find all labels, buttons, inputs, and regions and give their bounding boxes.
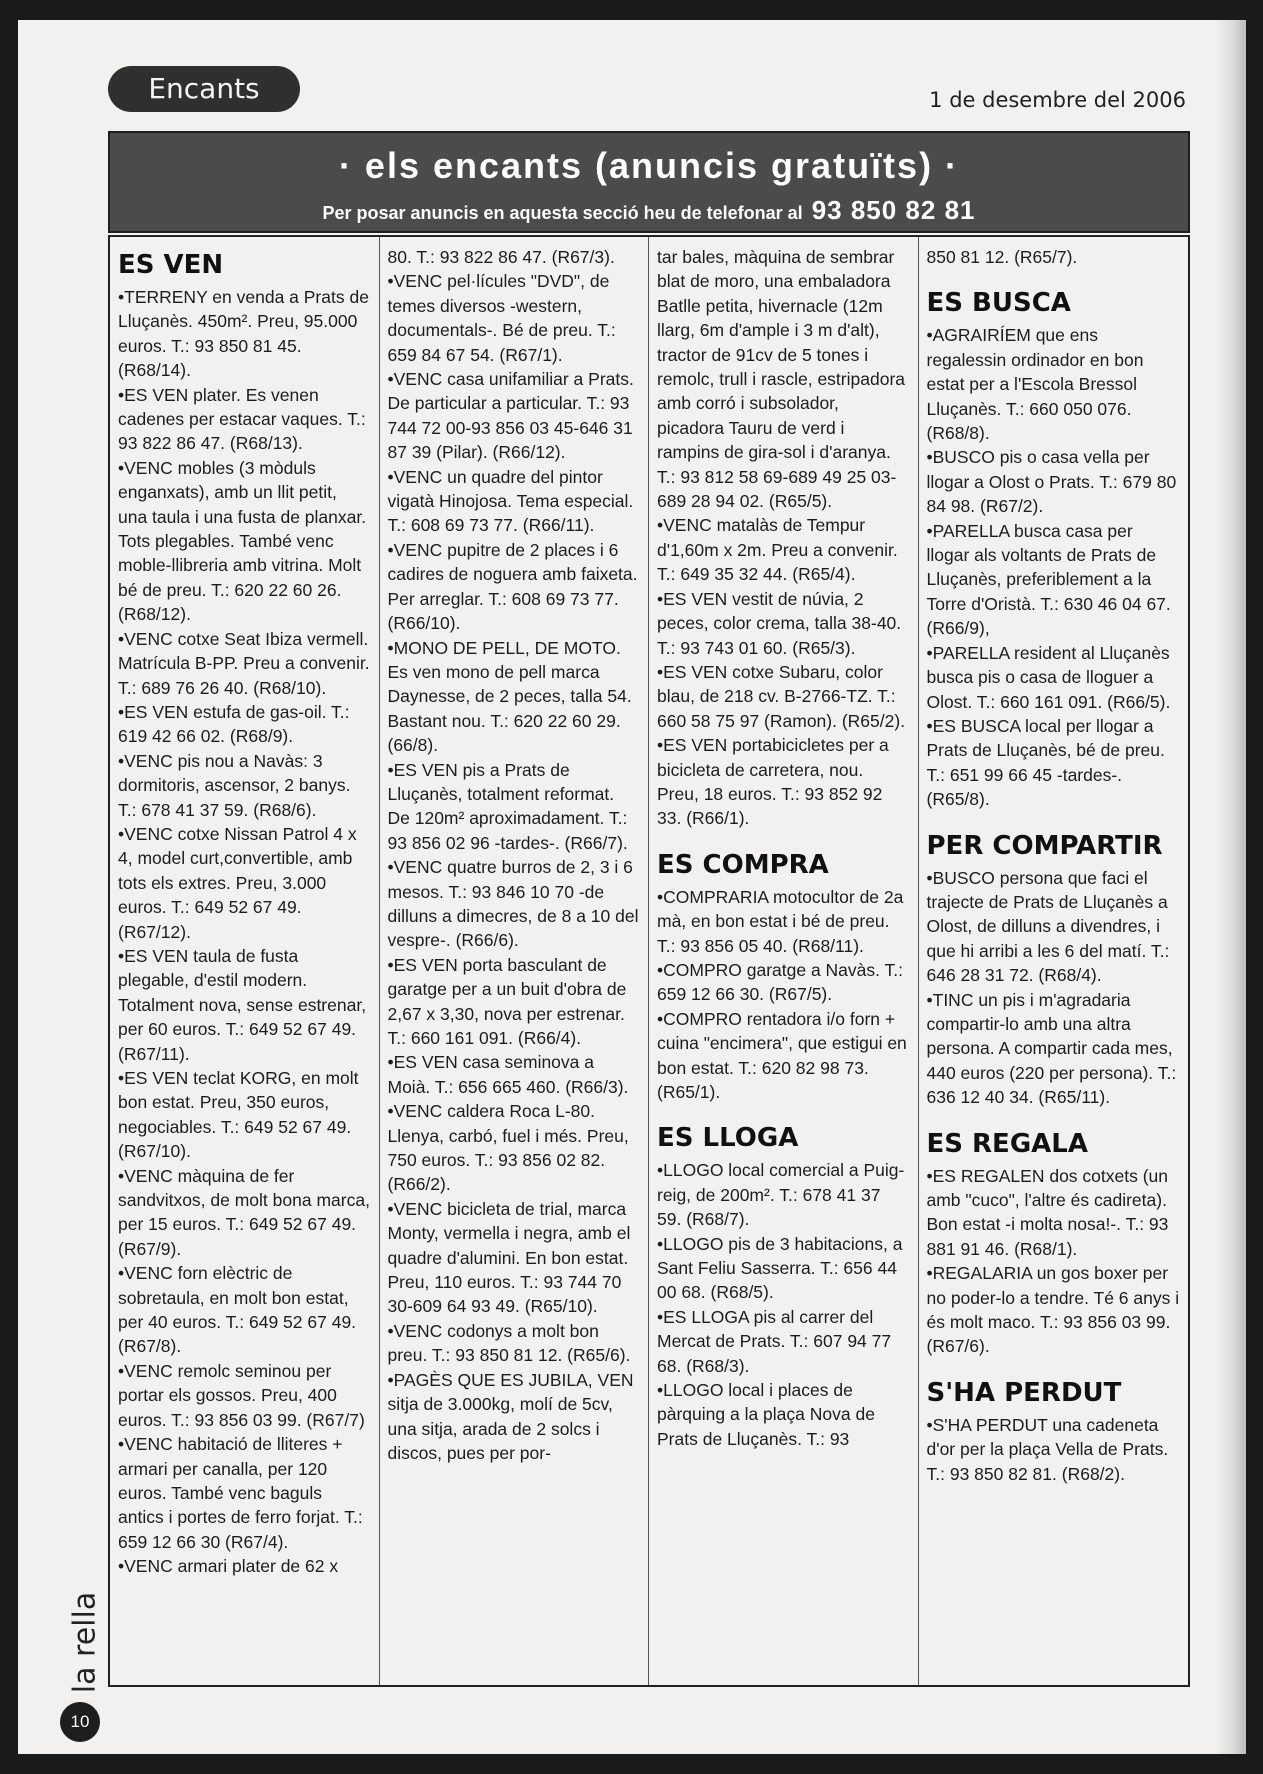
classified-ad: •PAGÈS QUE ES JUBILA, VEN sitja de 3.000kg, molí de 5cv, una sitja, arada de 2 solcs i discos, pues per por- [387, 1369, 634, 1463]
category-heading: ES COMPRA [657, 849, 829, 880]
classified-ad: •ES VEN porta basculant de garatge per a un buit d'obra de 2,67 x 3,30, nova per estrenar. T.: 660 161 091. (R66/4). [387, 954, 627, 1048]
column-body [657, 245, 910, 1451]
category-heading: ES REGALA [926, 1128, 1088, 1159]
classified-ad: •BUSCO persona que faci el trajecte de Prats de Lluçanès a Olost, de dilluns a divendres, i que hi arribi a les 6 del matí. T.: 646 28 31 72. (R68/4). [926, 867, 1170, 986]
classified-ad: •ES VEN taula de fusta plegable, d'estil modern. Totalment nova, sense estrenar, per 60 euros. T.: 649 52 67 49. (R67/11). [118, 945, 367, 1064]
page-number: 10 [60, 1702, 100, 1742]
classified-ad: •ES LLOGA pis al carrer del Mercat de Prats. T.: 607 94 77 68. (R68/3). [657, 1306, 892, 1376]
classified-ad: •VENC bicicleta de trial, marca Monty, vermella i negra, amb el quadre d'alumini. En bon estat. Preu, 110 euros. T.: 93 744 70 30-609 64 93 49. (R65/10). [387, 1198, 631, 1317]
classified-ad: •ES VEN pis a Prats de Lluçanès, totalment reformat. De 120m² aproximadament. T.: 93 856 02 96 -tardes-. (R66/7). [387, 759, 628, 853]
column-body [388, 245, 641, 1465]
classified-ad: •COMPRARIA motocultor de 2a mà, en bon estat i bé de preu. T.: 93 856 05 40. (R68/11). [657, 886, 904, 956]
classified-ad: •VENC matalàs de Tempur d'1,60m x 2m. Preu a convenir. T.: 649 35 32 44. (R65/4). [657, 515, 898, 585]
classified-ad: •BUSCO pis o casa vella per llogar a Olost o Prats. T.: 679 80 84 98. (R67/2). [926, 447, 1177, 517]
column-body [118, 249, 371, 1579]
classified-ad: •PARELLA busca casa per llogar als voltants de Prats de Lluçanès, preferiblement a la Torre d'Oristà. T.: 630 46 04 67. (R66/9), [926, 520, 1171, 639]
classified-ad: •ES VEN casa seminova a Moià. T.: 656 665 460. (R66/3). [387, 1052, 629, 1097]
classified-ad: •ES VEN portabicicletes per a bicicleta de carretera, nou. Preu, 18 euros. T.: 93 852 92 33. (R66/1). [657, 735, 889, 829]
classified-ad: •VENC armari plater de 62 x [118, 1556, 339, 1577]
column-4 [919, 237, 1189, 1685]
banner-title: · els encants (anuncis gratuïts) · [338, 145, 960, 186]
page-fold-shadow [1216, 20, 1246, 1754]
classified-ad: •VENC pis nou a Navàs: 3 dormitoris, ascensor, 2 banys. T.: 678 41 37 59. (R68/6). [118, 750, 351, 820]
classified-ad: •VENC forn elèctric de sobretaula, en molt bon estat, per 40 euros. T.: 649 52 67 49. (R67/8). [118, 1263, 357, 1357]
classified-ad: •LLOGO pis de 3 habitacions, a Sant Feliu Sasserra. T.: 656 44 00 68. (R68/5). [657, 1233, 903, 1303]
classified-ad: •VENC pupitre de 2 places i 6 cadires de noguera amb faixeta. Per arreglar. T.: 608 69 73 77. (R66/10). [387, 539, 638, 634]
classified-ad: •VENC mobles (3 mòduls enganxats), amb un llit petit, una taula i una fusta de planxar. Tots plegables. També venc moble-llibreria amb vitrina. Molt bé de preu. T.: 620 22 60 26. (R68/12). [118, 457, 367, 625]
column-body [927, 245, 1181, 1486]
classified-ad: 80. T.: 93 822 86 47. (R67/3). [387, 247, 615, 267]
classified-ad: •ES VEN plater. Es venen cadenes per estacar vaques. T.: 93 822 86 47. (R68/13). [118, 384, 366, 454]
classified-ad: •VENC caldera Roca L-80. Llenya, carbó, fuel i més. Preu, 750 euros. T.: 93 856 02 82. (R66/2). [387, 1101, 629, 1195]
column-2 [380, 237, 650, 1685]
column-1 [110, 237, 380, 1685]
classified-ad: •VENC màquina de fer sandvitxos, de molt bona marca, per 15 euros. T.: 649 52 67 49. (R67/9). [118, 1165, 370, 1259]
section-label: Encants [108, 66, 300, 112]
classified-ad: •PARELLA resident al Lluçanès busca pis o casa de lloguer a Olost. T.: 660 161 091. (R66/5). [926, 642, 1171, 712]
category-heading: ES BUSCA [926, 288, 1071, 319]
classifieds-banner [108, 131, 1190, 233]
classified-ad: •TINC un pis i m'agradaria compartir-lo amb una altra persona. A compartir cada mes, 440 euros (220 per persona). T.: 636 12 40 34. (R65/11). [926, 989, 1177, 1108]
classified-ad: •REGALARIA un gos boxer per no poder-lo a tendre. Té 6 anys i és molt maco. T.: 93 856 03 99. (R67/6). [926, 1263, 1180, 1357]
column-3 [649, 237, 919, 1685]
classified-ad: •TERRENY en venda a Prats de Lluçanès. 450m². Preu, 95.000 euros. T.: 93 850 81 45. (R68/14). [118, 287, 369, 381]
classified-ad: tar bales, màquina de sembrar blat de moro, una embaladora Batlle petita, hivernacle (12m llarg, 6m d'ample i 3 m d'alt), tractor de 91cv de 5 tones i remolc, trull i rascle, estripadora amb corró i subsolador, picadora Tauru de verd i rampins de gira-sol i d'aranya. T.: 93 812 58 69-689 49 25 03-689 28 94 02. (R65/5). [657, 247, 905, 512]
classifieds-columns [108, 235, 1190, 1687]
banner-subtitle-text: Per posar anuncis en aquesta secció heu de telefonar al [322, 203, 803, 223]
classified-ad: •VENC pel·lícules "DVD", de temes diversos -western, documentals-. Bé de preu. T.: 659 84 67 54. (R67/1). [387, 271, 616, 365]
classified-ad: •VENC quatre burros de 2, 3 i 6 mesos. T.: 93 846 10 70 -de dilluns a dimecres, de 8 a 10 del vespre-. (R66/6). [387, 857, 639, 951]
classified-ad: •LLOGO local comercial a Puig-reig, de 200m². T.: 678 41 37 59. (R68/7). [657, 1160, 905, 1230]
classified-ad: 850 81 12. (R65/7). [926, 247, 1078, 267]
banner-phone: 93 850 82 81 [811, 195, 976, 225]
classified-ad: •ES BUSCA local per llogar a Prats de Lluçanès, bé de preu. T.: 651 99 66 45 -tardes-. (R65/8). [926, 715, 1165, 810]
magazine-name-vertical [60, 1585, 103, 1695]
classified-ad: •COMPRO garatge a Navàs. T.: 659 12 66 30. (R67/5). [657, 959, 904, 1005]
classified-ad: •VENC remolc seminou per portar els gossos. Preu, 400 euros. T.: 93 856 03 99. (R67/7) [118, 1360, 365, 1430]
category-heading: ES LLOGA [657, 1123, 799, 1154]
category-heading: S'HA PERDUT [926, 1377, 1122, 1408]
classified-ad: •S'HA PERDUT una cadeneta d'or per la plaça Vella de Prats. T.: 93 850 82 81. (R68/2). [926, 1414, 1169, 1484]
classified-ad: •ES VEN estufa de gas-oil. T.: 619 42 66 02. (R68/9). [118, 701, 350, 747]
classified-ad: •LLOGO local i places de pàrquing a la plaça Nova de Prats de Lluçanès. T.: 93 [657, 1380, 875, 1449]
classified-ad: •ES VEN teclat KORG, en molt bon estat. Preu, 350 euros, negociables. T.: 649 52 67 49. (R67/10). [118, 1068, 359, 1162]
issue-date: 1 de desembre del 2006 [929, 88, 1186, 112]
classified-ad: •AGRAIRÍEM que ens regalessin ordinador en bon estat per a l'Escola Bressol Lluçanès. T.: 660 050 076. (R68/8). [926, 325, 1144, 444]
classified-ad: •ES VEN cotxe Subaru, color blau, de 218 cv. B-2766-TZ. T.: 660 58 75 97 (Ramon). (R65/2). [657, 661, 906, 731]
classified-ad: •VENC un quadre del pintor vigatà Hinojosa. Tema especial. T.: 608 69 73 77. (R66/11). [387, 466, 634, 536]
category-heading: ES VEN [118, 250, 224, 280]
classified-ad: •COMPRO rentadora i/o forn + cuina "encimera", que estigui en bon estat. T.: 620 82 98 73. (R65/1). [657, 1008, 907, 1102]
magazine-name: la rella [67, 1591, 103, 1694]
classified-ad: •VENC codonys a molt bon preu. T.: 93 850 81 12. (R65/6). [387, 1320, 631, 1366]
classified-ad: •ES VEN vestit de núvia, 2 peces, color crema, talla 38-40. T.: 93 743 01 60. (R65/3). [657, 588, 902, 658]
classified-ad: •ES REGALEN dos cotxets (un amb "cuco", l'altre és cadireta). Bon estat -i molta nosa!-. T.: 93 881 91 46. (R68/1). [926, 1165, 1169, 1259]
newspaper-page [18, 20, 1246, 1754]
classified-ad: •VENC habitació de lliteres + armari per canalla, per 120 euros. També venc baguls antics i portes de ferro forjat. T.: 659 12 66 30 (R67/4). [118, 1434, 363, 1552]
classified-ad: •VENC cotxe Nissan Patrol 4 x 4, model curt,convertible, amb tots els extres. Preu, 3.000 euros. T.: 649 52 67 49. (R67/12). [118, 823, 357, 942]
classified-ad: •VENC cotxe Seat Ibiza vermell. Matrícula B-PP. Preu a convenir. T.: 689 76 26 40. (R68/10). [118, 628, 370, 698]
classified-ad: •MONO DE PELL, DE MOTO. Es ven mono de pell marca Daynesse, de 2 peces, talla 54. Bastant nou. T.: 620 22 60 29. (66/8). [387, 637, 632, 756]
classified-ad: •VENC casa unifamiliar a Prats. De particular a particular. T.: 93 744 72 00-93 856 03 45-646 31 87 39 (Pilar). (R66/12). [387, 369, 634, 463]
category-heading: PER COMPARTIR [926, 830, 1163, 861]
banner-subtitle [110, 195, 1188, 226]
